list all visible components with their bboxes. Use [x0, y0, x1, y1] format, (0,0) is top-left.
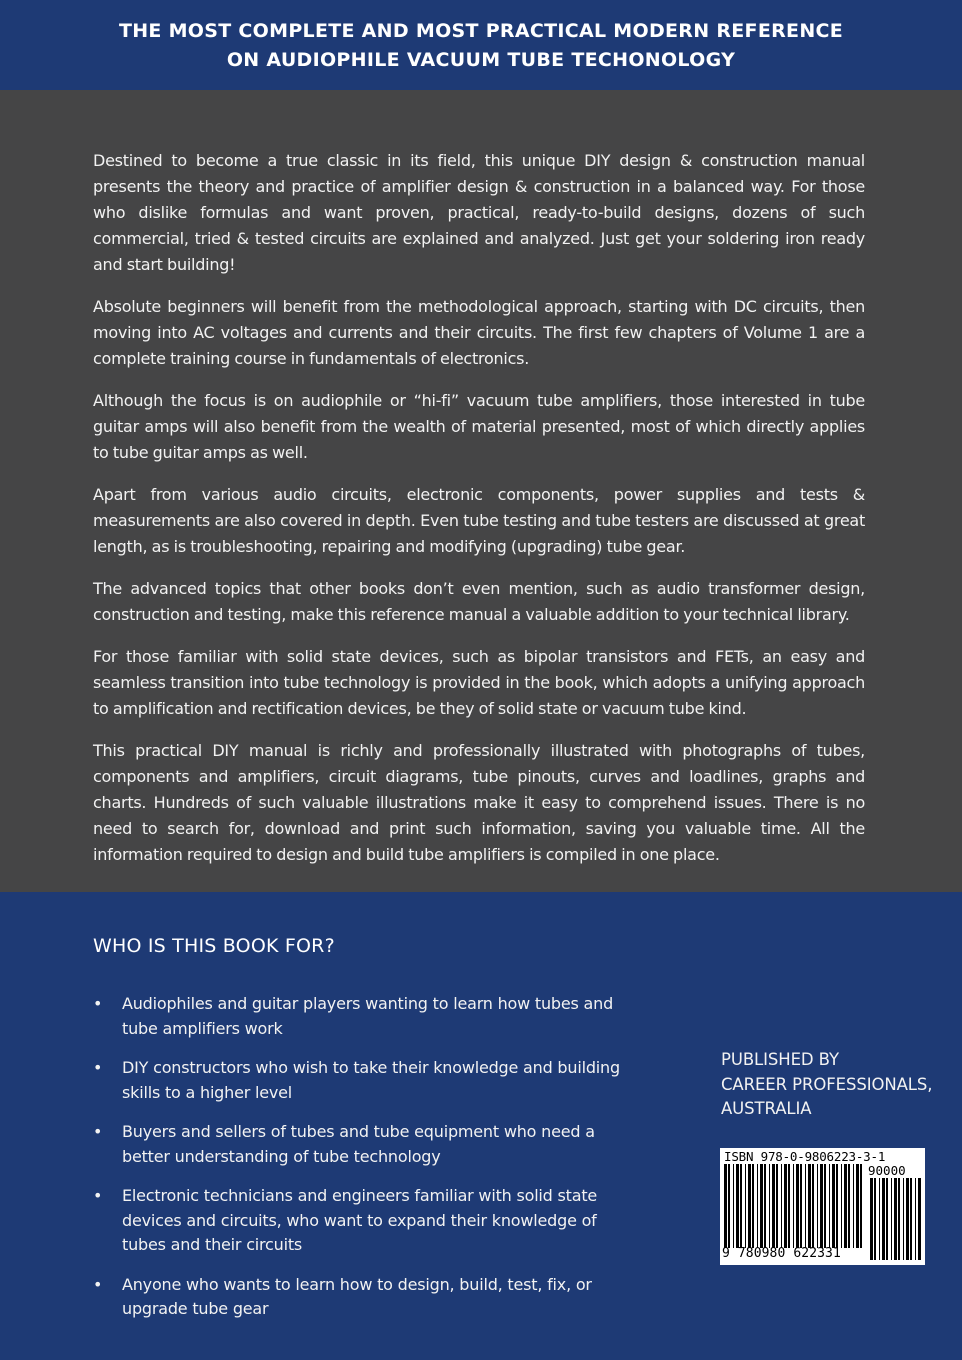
list-item-text: DIY constructors who wish to take their knowledge and building skills to a higher level	[122, 1058, 620, 1102]
audience-heading: WHO IS THIS BOOK FOR?	[93, 935, 335, 957]
list-item-text: Anyone who wants to learn how to design, build, test, fix, or upgrade tube gear	[122, 1274, 592, 1318]
description-paragraph: Absolute beginners will benefit from the methodological approach, starting with DC circuits, then moving into AC voltages and currents and their circuits. The first few chapters of Volume 1 are a complete training course in fundamentals of electronics.	[93, 297, 865, 368]
audience-list	[93, 992, 633, 1337]
list-item-text: Audiophiles and guitar players wanting to learn how tubes and tube amplifiers work	[122, 994, 614, 1038]
isbn-barcode	[720, 1148, 925, 1265]
publisher-line: PUBLISHED BY	[721, 1050, 839, 1069]
barcode-addon-digits: 90000	[868, 1163, 906, 1178]
header-title-line-1: THE MOST COMPLETE AND MOST PRACTICAL MODERN REFERENCE	[118, 20, 844, 42]
cover-header	[0, 0, 962, 90]
description-paragraphs	[93, 148, 865, 884]
audience-section	[0, 892, 962, 1360]
publisher-line: AUSTRALIA	[721, 1099, 812, 1118]
barcode-ean-digits: 9 780980 622331	[722, 1246, 841, 1261]
description-paragraph: For those familiar with solid state devices, such as bipolar transistors and FETs, an easy and seamless transition into tube technology is provided in the book, which adopts a unifying approach to amplification and rectification devices, be they of solid state or vacuum tube kind.	[93, 647, 865, 718]
bullet-icon: •	[93, 1122, 103, 1141]
list-item-text: Electronic technicians and engineers familiar with solid state devices and circuits, who want to expand their knowledge of tubes and their circuits	[122, 1186, 598, 1254]
description-section	[0, 90, 962, 892]
list-item	[93, 1184, 633, 1258]
header-title-line-2: ON AUDIOPHILE VACUUM TUBE TECHONOLOGY	[226, 49, 736, 71]
list-item	[93, 992, 633, 1041]
bullet-icon: •	[93, 1186, 103, 1205]
list-item	[93, 1273, 633, 1322]
description-paragraph: The advanced topics that other books don’t even mention, such as audio transformer design, construction and testing, make this reference manual a valuable addition to your technical library.	[93, 579, 865, 624]
description-paragraph: This practical DIY manual is richly and professionally illustrated with photographs of tubes, components and amplifiers, circuit diagrams, tube pinouts, curves and loadlines, graphs and charts. Hundreds of such valuable illustrations make it easy to comprehend issues. There is no need to search for, download and print such information, saving you valuable time. All the information required to design and build tube amplifiers is compiled in one place.	[93, 741, 865, 864]
description-paragraph: Although the focus is on audiophile or “hi-fi” vacuum tube amplifiers, those interested in tube guitar amps will also benefit from the wealth of material presented, most of which directly applies to tube guitar amps as well.	[93, 391, 865, 462]
list-item	[93, 1120, 633, 1169]
publisher-line: CAREER PROFESSIONALS,	[721, 1074, 933, 1094]
list-item-text: Buyers and sellers of tubes and tube equipment who need a better understanding of tube technology	[122, 1122, 595, 1166]
list-item	[93, 1056, 633, 1105]
description-paragraph: Destined to become a true classic in its field, this unique DIY design & construction manual presents the theory and practice of amplifier design & construction in a balanced way. For those who dislike formulas and want proven, practical, ready-to-build designs, dozens of such commercial, tried & tested circuits are explained and analyzed. Just get your soldering iron ready and start building!	[93, 151, 865, 274]
description-paragraph: Apart from various audio circuits, electronic components, power supplies and tests & measurements are also covered in depth. Even tube testing and tube testers are discussed at great length, as is troubleshooting, repairing and modifying (upgrading) tube gear.	[93, 485, 865, 556]
bullet-icon: •	[93, 1274, 103, 1294]
isbn-label: ISBN 978-0-9806223-3-1	[724, 1149, 886, 1164]
publisher-info	[721, 1048, 932, 1122]
bullet-icon: •	[93, 1058, 103, 1077]
bullet-icon: •	[93, 994, 103, 1013]
